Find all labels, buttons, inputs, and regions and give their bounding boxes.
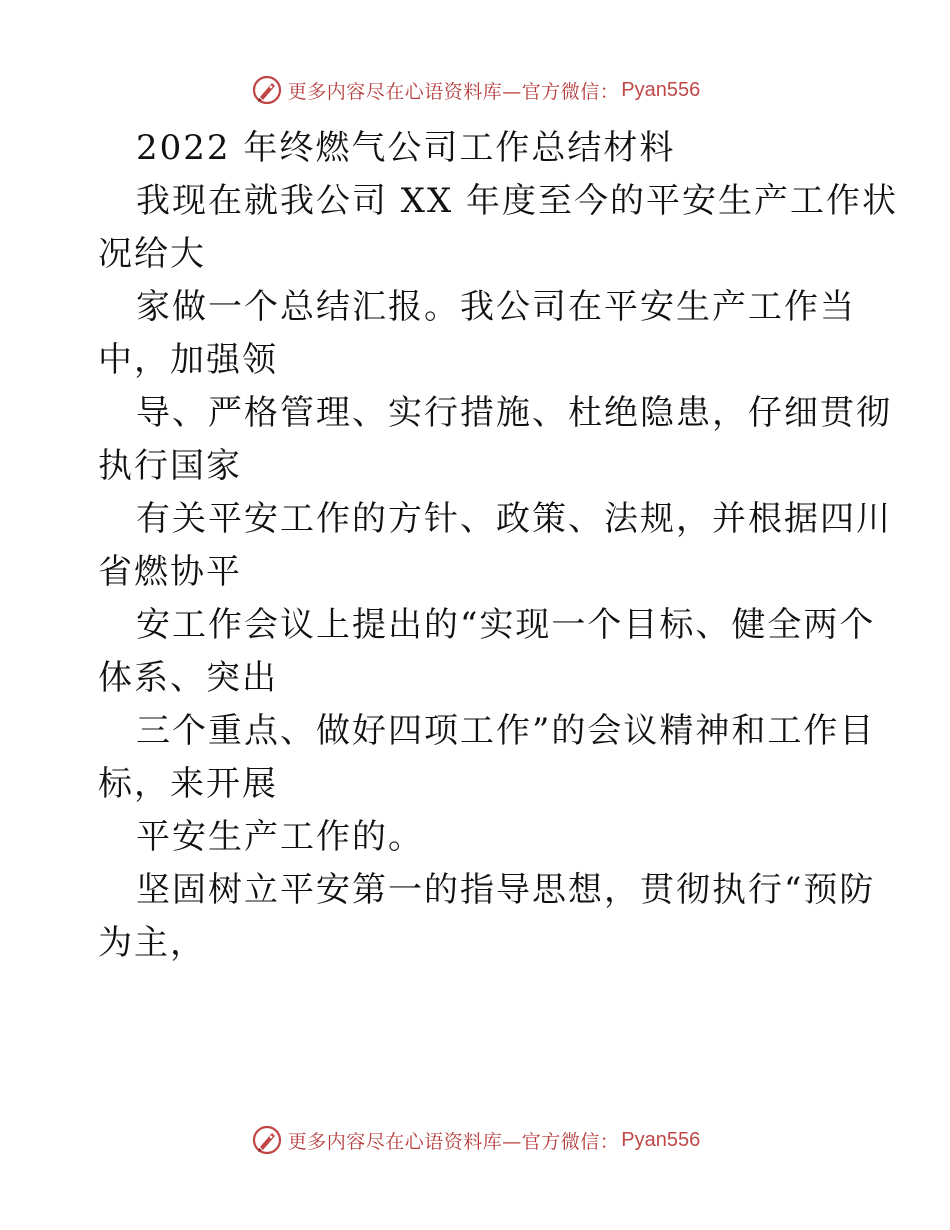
paragraph-line: 执行国家: [98, 446, 242, 486]
paragraph-line: 中，加强领: [98, 340, 278, 380]
paragraph-line: 为主，: [98, 923, 206, 963]
paragraph-line: 家做一个总结汇报。我公司在平安生产工作当: [136, 287, 856, 327]
paragraph-line: 省燃协平: [98, 552, 242, 592]
pen-nib-logo-icon: [250, 73, 284, 107]
document-title: 2022 年终燃气公司工作总结材料: [136, 128, 676, 168]
paragraph-line: 我现在就我公司 XX 年度至今的平安生产工作状: [136, 181, 899, 221]
pen-nib-logo-icon: [250, 1123, 284, 1157]
paragraph-line: 有关平安工作的方针、政策、法规，并根据四川: [136, 499, 892, 539]
paragraph-line: 安工作会议上提出的“实现一个目标、健全两个: [136, 605, 876, 645]
paragraph-line: 标，来开展: [98, 764, 278, 804]
header-watermark-id: Pyan556: [621, 78, 701, 101]
footer-watermark-id: Pyan556: [621, 1128, 701, 1151]
paragraph-line: 体系、突出: [98, 658, 278, 698]
footer-watermark-text: 更多内容尽在心语资料库—官方微信：: [287, 1130, 620, 1153]
document-body: [98, 122, 899, 970]
paragraph-line: 三个重点、做好四项工作”的会议精神和工作目: [136, 711, 876, 751]
header-watermark-text: 更多内容尽在心语资料库—官方微信：: [287, 80, 620, 103]
header-watermark-banner: [0, 70, 950, 110]
paragraph-line: 平安生产工作的。: [136, 817, 424, 857]
paragraph-line: 导、严格管理、实行措施、杜绝隐患，仔细贯彻: [136, 393, 892, 433]
footer-watermark-banner: [0, 1120, 950, 1160]
paragraph-line: 坚固树立平安第一的指导思想，贯彻执行“预防: [136, 870, 876, 910]
paragraph-line: 况给大: [98, 234, 206, 274]
